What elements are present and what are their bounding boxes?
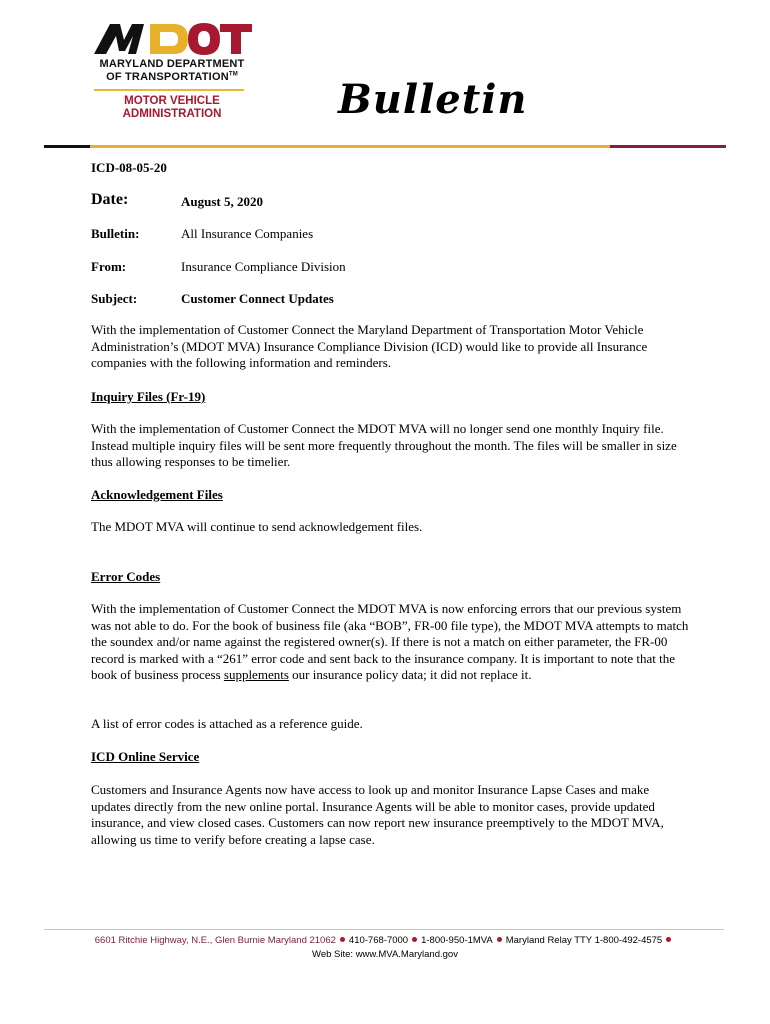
inquiry-paragraph: With the implementation of Customer Connect the MDOT MVA will no longer send one monthly Inquiry file. Instead multiple inquiry files will be sent more frequently throughout the month. The files will be smaller in size thus allowing responses to be timelier.: [91, 421, 677, 470]
bulletin-value: All Insurance Companies: [181, 226, 314, 241]
footer-relay: Maryland Relay TTY 1-800-492-4575: [505, 935, 663, 946]
header-rule-black: [44, 145, 90, 148]
error-codes-heading: Error Codes: [91, 569, 161, 584]
footer-website[interactable]: Web Site: www.MVA.Maryland.gov: [312, 949, 458, 960]
footer-toll-free: 1-800-950-1MVA: [421, 935, 493, 946]
online-service-heading: ICD Online Service: [91, 749, 200, 764]
from-label: From:: [91, 259, 127, 274]
header-rule-gold: [90, 145, 610, 148]
trademark-symbol: TM: [228, 71, 238, 78]
footer-address: 6601 Ritchie Highway, N.E., Glen Burnie Maryland 21062: [94, 935, 336, 946]
footer-rule: [44, 929, 724, 930]
error-codes-paragraph: [91, 601, 691, 684]
date-label: Date:: [91, 191, 129, 208]
logo-transportation-line: OF TRANSPORTATION™: [106, 71, 238, 83]
header-rule-red: [610, 145, 726, 148]
logo-mva-line2: ADMINISTRATION: [122, 108, 222, 120]
intro-paragraph: With the implementation of Customer Connect the Maryland Department of Transportation Motor Vehicle Administration’s (MDOT MVA) Insurance Compliance Division (ICD) would like to provide all Insurance companies with the following information and reminders.: [91, 322, 648, 371]
acknowledgement-heading: Acknowledgement Files: [91, 487, 223, 502]
error-list-paragraph: A list of error codes is attached as a reference guide.: [91, 716, 363, 731]
bullet-dot-icon: [666, 937, 671, 942]
subject-value: Customer Connect Updates: [181, 291, 334, 306]
error-text-part2: our insurance policy data; it did not replace it.: [288, 667, 532, 683]
bulletin-title: Bulletin: [338, 76, 528, 123]
supplements-word: supplements: [223, 667, 289, 683]
bulletin-code: ICD-08-05-20: [91, 160, 167, 175]
mdot-wordmark-icon: [92, 18, 257, 58]
footer-contact-line: [0, 935, 770, 946]
inquiry-heading: Inquiry Files (Fr-19): [91, 389, 206, 404]
mdot-logo: [92, 18, 257, 133]
bulletin-label: Bulletin:: [91, 226, 140, 241]
logo-divider: [94, 89, 244, 91]
from-value: Insurance Compliance Division: [181, 259, 346, 274]
error-text-part1: With the implementation of Customer Connect the MDOT MVA is now enforcing errors that our previous system was not able to do. For the book of business file (aka “BOB”, FR-00 file type), the MDOT MVA attempts to match the soundex and/or name against the registered owner(s). If there is not a match on either parameter, the FR-00 record is marked with a “261” error code and sent back to the insurance company. It is important to note that the book of business process: [91, 601, 689, 683]
logo-mva-line1: MOTOR VEHICLE: [124, 95, 220, 107]
acknowledgement-paragraph: The MDOT MVA will continue to send acknowledgement files.: [91, 519, 423, 534]
bullet-dot-icon: [412, 937, 417, 942]
footer-phone: 410-768-7000: [348, 935, 409, 946]
logo-department-line: MARYLAND DEPARTMENT: [99, 58, 245, 70]
subject-label: Subject:: [91, 291, 138, 306]
online-service-paragraph: Customers and Insurance Agents now have access to look up and monitor Insurance Lapse Cases and make updates directly from the new online portal. Insurance Agents will be able to monitor cases, provide updated insurance, and view closed cases. Customers can now report new insurance preemptively to the MDOT MVA, allowing us time to verify before creating a lapse case.: [91, 782, 664, 847]
bullet-dot-icon: [497, 937, 502, 942]
date-value: August 5, 2020: [181, 194, 263, 209]
bullet-dot-icon: [340, 937, 345, 942]
